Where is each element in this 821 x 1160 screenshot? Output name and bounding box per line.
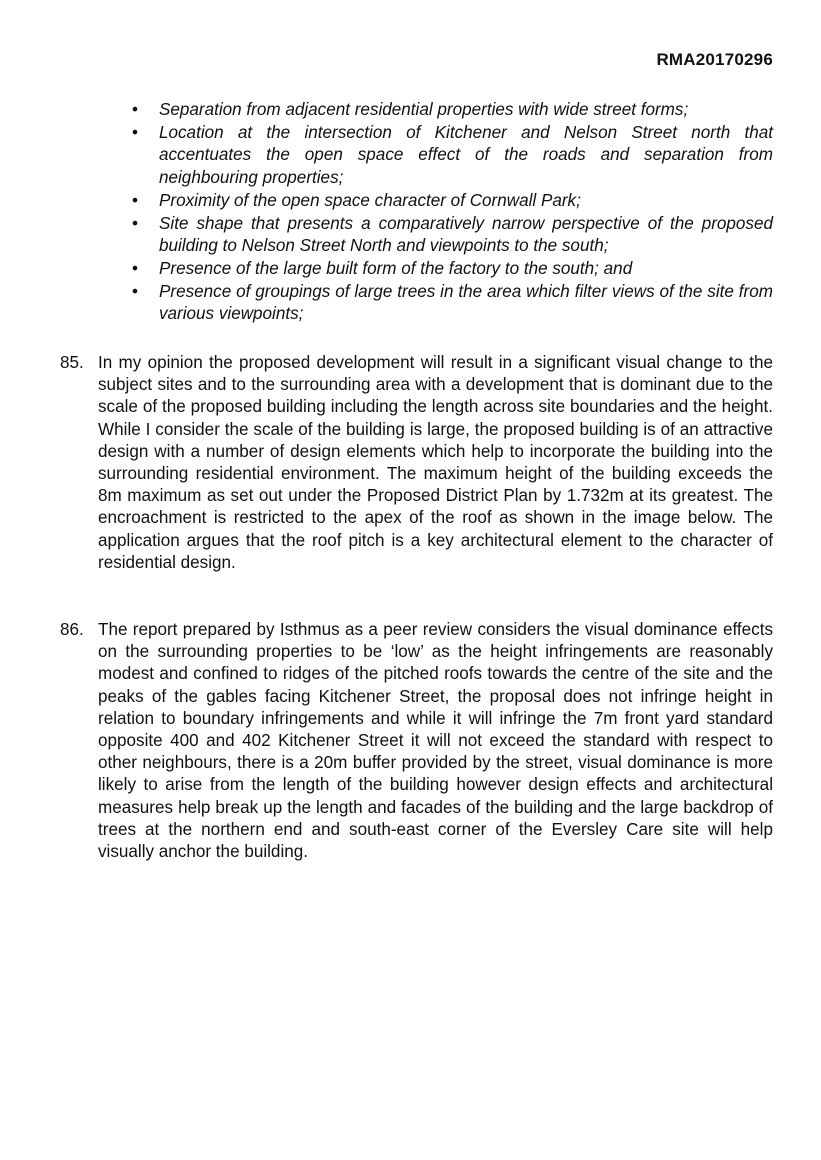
bullet-icon: • [132, 122, 138, 142]
list-item-text: Proximity of the open space character of Cornwall Park; [159, 190, 581, 210]
list-item-text: Location at the intersection of Kitchener and Nelson Street north that accentuates the open space effect of the roads and separation from neighbouring properties; [159, 122, 773, 188]
paragraph-86 [60, 619, 773, 863]
paragraph-number: 86. [60, 620, 84, 639]
list-item-text: Presence of groupings of large trees in the area which filter views of the site from various viewpoints; [159, 281, 773, 324]
list-item [130, 99, 773, 122]
bullet-icon: • [132, 281, 138, 301]
document-reference: RMA20170296 [656, 50, 773, 69]
list-item [130, 213, 773, 258]
bullet-list [130, 99, 773, 326]
list-item [130, 258, 773, 281]
list-item [130, 122, 773, 190]
list-item [130, 190, 773, 213]
bullet-icon: • [132, 190, 138, 210]
bullet-icon: • [132, 213, 138, 233]
paragraph-text: The report prepared by Isthmus as a peer review considers the visual dominance effects on the surrounding properties to be ‘low’ as the height infringements are reasonably modest and confined to ridges of the pitched roofs towards the centre of the site and the peaks of the gables facing Kitchener Street, the proposal does not infringe height in relation to boundary infringements and while it will infringe the 7m front yard standard opposite 400 and 402 Kitchener Street it will not exceed the standard with respect to other neighbours, there is a 20m buffer provided by the street, visual dominance is more likely to arise from the length of the building however design effects and architectural measures help break up the length and facades of the building and the large backdrop of trees at the northern end and south-east corner of the Eversley Care site will help visually anchor the building. [98, 620, 773, 862]
paragraph-text: In my opinion the proposed development will result in a significant visual change to the subject sites and to the surrounding area with a development that is dominant due to the scale of the proposed building including the length across site boundaries and the height. While I consider the scale of the building is large, the proposed building is of an attractive design with a number of design elements which help to incorporate the building into the surrounding residential environment. The maximum height of the building exceeds the 8m maximum as set out under the Proposed District Plan by 1.732m at its greatest. The encroachment is restricted to the apex of the roof as shown in the image below. The application argues that the roof pitch is a key architectural element to the character of residential design. [98, 353, 773, 572]
bullet-icon: • [132, 100, 138, 119]
list-item-text: Site shape that presents a comparatively narrow perspective of the proposed building to Nelson Street North and viewpoints to the south; [159, 213, 773, 256]
bullet-icon: • [132, 258, 138, 278]
list-item-text: Separation from adjacent residential properties with wide street forms; [159, 100, 689, 119]
paragraph-85 [60, 352, 773, 574]
list-item-text: Presence of the large built form of the factory to the south; and [159, 258, 633, 278]
paragraph-number: 85. [60, 353, 84, 372]
list-item [130, 281, 773, 326]
